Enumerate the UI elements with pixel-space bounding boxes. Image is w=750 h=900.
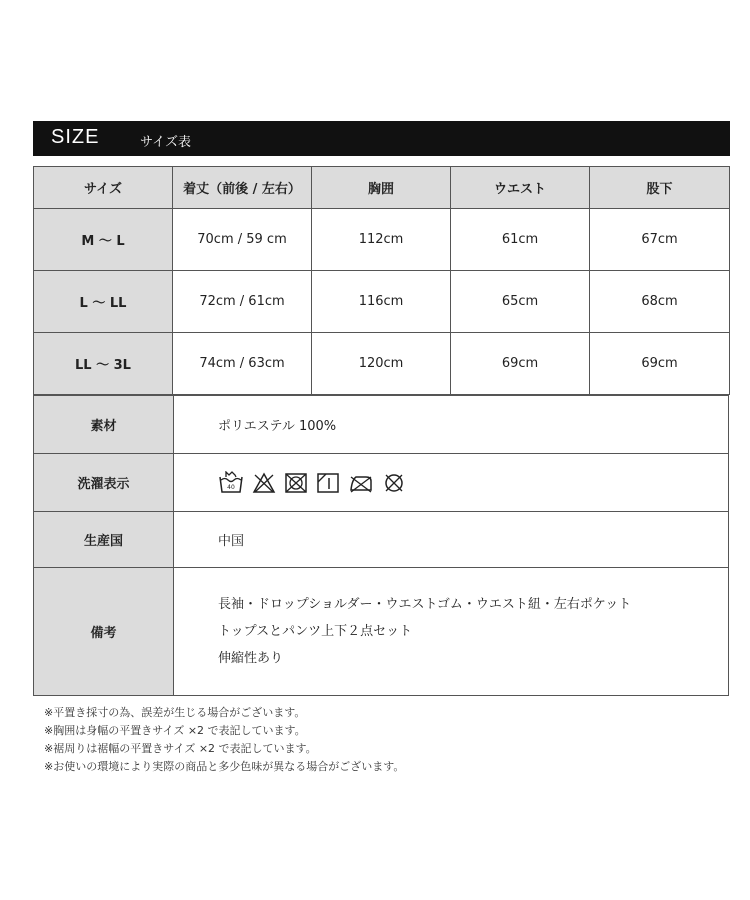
note-line: ※裾周りは裾幅の平置きサイズ ×2 で表記しています。 — [44, 742, 317, 755]
remarks-value — [174, 568, 729, 696]
size-label: LL ～ 3L — [34, 333, 173, 395]
size-notes — [44, 704, 404, 776]
remarks-row — [34, 568, 729, 696]
no-bleach-icon — [252, 472, 276, 494]
size-label: L ～ LL — [34, 271, 173, 333]
length-value: 74cm / 63cm — [173, 333, 312, 395]
washing-icons-cell — [174, 454, 729, 512]
no-dry-clean-icon — [382, 472, 406, 494]
remarks-line: 伸縮性あり — [218, 651, 284, 666]
size-subtitle: サイズ表 — [140, 135, 191, 150]
hand-wash-40-icon — [218, 471, 244, 495]
origin-row — [34, 512, 729, 568]
size-table-header — [34, 167, 730, 209]
remarks-line: 長袖・ドロップショルダー・ウエストゴム・ウエスト紐・左右ポケット — [218, 597, 632, 612]
size-header-bar — [33, 121, 730, 156]
size-table — [33, 166, 730, 395]
product-info-table — [33, 395, 729, 696]
size-label: M ～ L — [34, 209, 173, 271]
note-line: ※お使いの環境により実際の商品と多少色味が異なる場合がございます。 — [44, 760, 405, 773]
washing-label: 洗濯表示 — [34, 454, 174, 512]
column-header-inseam: 股下 — [590, 167, 730, 209]
inseam-value: 69cm — [590, 333, 730, 395]
material-value: ポリエステル 100% — [174, 396, 729, 454]
table-row — [34, 333, 730, 395]
column-header-chest: 胸囲 — [312, 167, 451, 209]
chest-value: 116cm — [312, 271, 451, 333]
waist-value: 69cm — [451, 333, 590, 395]
column-header-waist: ウエスト — [451, 167, 590, 209]
inseam-value: 67cm — [590, 209, 730, 271]
length-value: 72cm / 61cm — [173, 271, 312, 333]
note-line: ※胸囲は身幅の平置きサイズ ×2 で表記しています。 — [44, 724, 306, 737]
remarks-line: トップスとパンツ上下２点セット — [218, 624, 413, 639]
svg-text:40: 40 — [227, 483, 235, 491]
table-row — [34, 209, 730, 271]
chest-value: 120cm — [312, 333, 451, 395]
no-tumble-dry-icon — [284, 472, 308, 494]
origin-label: 生産国 — [34, 512, 174, 568]
waist-value: 65cm — [451, 271, 590, 333]
size-title: SIZE — [51, 126, 100, 148]
table-row — [34, 271, 730, 333]
column-header-size: サイズ — [34, 167, 173, 209]
length-value: 70cm / 59 cm — [173, 209, 312, 271]
chest-value: 112cm — [312, 209, 451, 271]
material-row — [34, 396, 729, 454]
iron-low-temp-icon — [348, 472, 374, 494]
inseam-value: 68cm — [590, 271, 730, 333]
washing-row — [34, 454, 729, 512]
note-line: ※平置き採寸の為、誤差が生じる場合がございます。 — [44, 706, 306, 719]
column-header-length: 着丈（前後 / 左右） — [173, 167, 312, 209]
washing-icons — [218, 471, 728, 495]
line-dry-shade-icon — [316, 472, 340, 494]
waist-value: 61cm — [451, 209, 590, 271]
origin-value: 中国 — [174, 512, 729, 568]
material-label: 素材 — [34, 396, 174, 454]
remarks-label: 備考 — [34, 568, 174, 696]
